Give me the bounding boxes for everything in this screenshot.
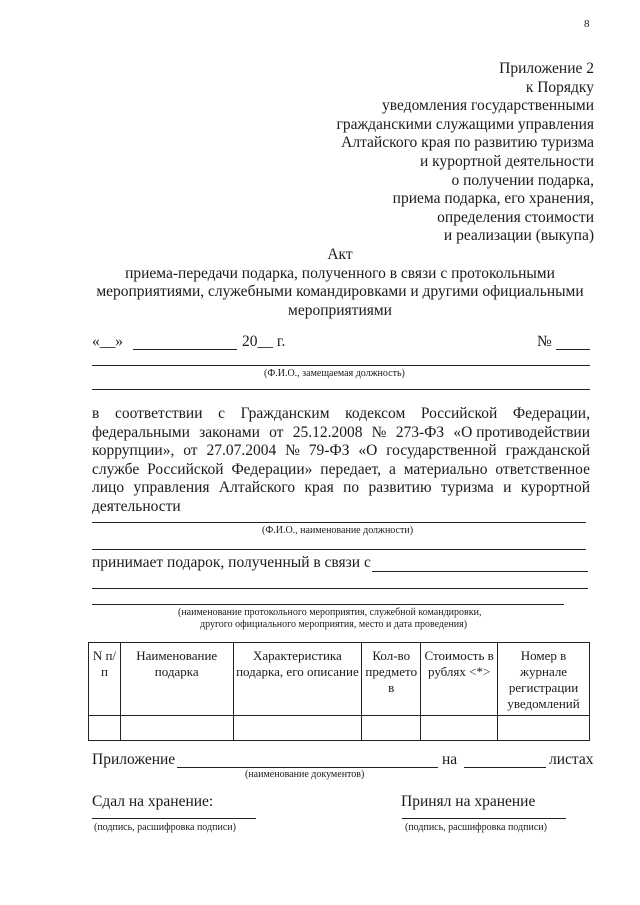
appendix-line: приема подарка, его хранения, [392, 190, 594, 208]
appendix-line: уведомления государственными [382, 97, 594, 115]
fio-title-line[interactable] [92, 522, 586, 523]
title-line: Акт [327, 246, 353, 263]
caption-fio-position: (Ф.И.О., замещаемая должность) [264, 368, 405, 379]
body-last-line: деятельности [92, 497, 181, 515]
attachment-line[interactable] [177, 767, 438, 768]
attachment-sheets: листах [549, 751, 594, 768]
table-cell[interactable] [498, 716, 590, 741]
received-label: Принял на хранение [401, 793, 536, 810]
table-cell[interactable] [233, 716, 362, 741]
number-label: № [537, 333, 552, 350]
col-header-quantity: Кол-во предмето в [362, 643, 421, 716]
appendix-line: Приложение 2 [499, 60, 594, 77]
appendix-line: определения стоимости [437, 208, 594, 226]
fio-title-line-2[interactable] [92, 549, 586, 550]
body-line: коррупции», от 27.07.2004 № 79-ФЗ «О государственной гражданской [92, 442, 590, 459]
appendix-line: и реализации (выкупа) [443, 227, 594, 245]
table-cell[interactable] [120, 716, 233, 741]
caption-event-1: (наименование протокольного мероприятия, служебной командировки, [178, 607, 482, 618]
date-day: «__» [92, 333, 123, 350]
table-row [89, 716, 590, 741]
appendix-line: и курортной деятельности [420, 152, 594, 170]
event-line-3[interactable] [92, 604, 564, 605]
appendix-line: Алтайского края по развитию туризма [341, 134, 594, 152]
col-header-cost: Стоимость в рублях <*> [421, 643, 498, 716]
title-line: мероприятиями, служебными командировками и другими официальными [96, 283, 584, 300]
caption-fio-title: (Ф.И.О., наименование должности) [262, 525, 414, 536]
date-year: 20__ г. [242, 333, 286, 350]
number-line[interactable] [556, 349, 590, 350]
attachment-label: Приложение [92, 751, 176, 768]
handed-over-label: Сдал на хранение: [92, 793, 214, 810]
body-paragraph [92, 405, 590, 516]
body-line: в соответствии с Гражданским кодексом Российской Федерации, [92, 405, 590, 422]
table-cell[interactable] [421, 716, 498, 741]
title-line: приема-передачи подарка, полученного в связи с протокольными [125, 264, 555, 282]
attachment-on: на [442, 751, 458, 768]
table-header-row [89, 643, 590, 716]
col-header-description: Характеристика подарка, его описание [233, 643, 362, 716]
date-month-line[interactable] [133, 349, 237, 350]
received-signature-line[interactable] [402, 818, 566, 819]
title-line: мероприятиями [288, 301, 392, 319]
table-cell[interactable] [362, 716, 421, 741]
sheets-count-line[interactable] [464, 767, 546, 768]
body-line: федеральными законами от 25.12.2008 № 273-ФЗ «О противодействии [92, 423, 590, 441]
col-header-journal-number: Номер в журнале регистрации уведомлений [498, 643, 590, 716]
page-number: 8 [584, 18, 590, 30]
event-line[interactable] [372, 571, 588, 572]
appendix-line: о получении подарка, [451, 171, 594, 189]
fio-position-line[interactable] [92, 365, 590, 366]
handed-over-signature-line[interactable] [92, 818, 256, 819]
received-signature-caption: (подпись, расшифровка подписи) [405, 822, 547, 833]
body-line: лицо управления Алтайского края по развитию туризма и курортной [92, 479, 590, 496]
act-title [60, 246, 620, 320]
table-cell[interactable] [89, 716, 121, 741]
appendix-header [336, 60, 594, 246]
appendix-line: к Порядку [525, 78, 594, 96]
fio-position-line-2[interactable] [92, 389, 590, 390]
event-line-2[interactable] [92, 588, 588, 589]
gift-table [88, 642, 590, 741]
caption-event-2: другого официального мероприятия, место и дата проведения) [200, 619, 468, 630]
body-line: службе Российской Федерации» передает, а материально ответственное [92, 460, 590, 478]
attachment-caption: (наименование документов) [245, 769, 365, 780]
accepts-text: принимает подарок, полученный в связи с [92, 554, 371, 571]
appendix-line: гражданскими служащими управления [336, 115, 594, 133]
handed-over-signature-caption: (подпись, расшифровка подписи) [94, 822, 236, 833]
col-header-name: Наименование подарка [120, 643, 233, 716]
col-header-number: N п/п [89, 643, 121, 716]
